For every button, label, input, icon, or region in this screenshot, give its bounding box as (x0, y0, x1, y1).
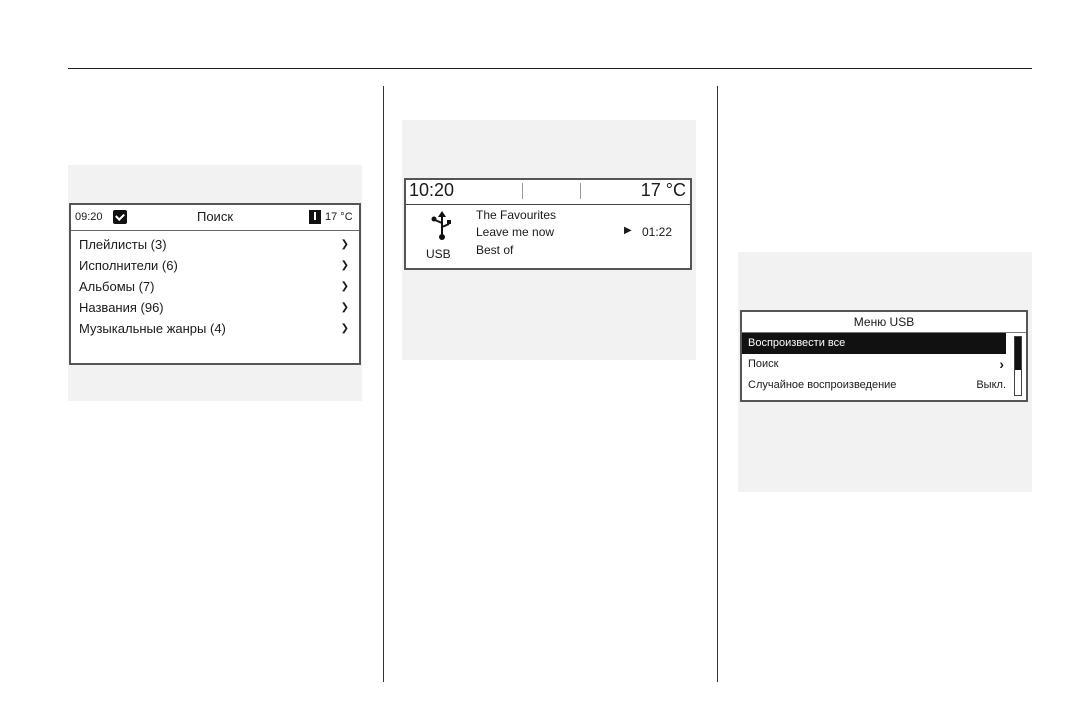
usb-menu-screen (740, 310, 1028, 402)
play-icon: ▶ (624, 225, 632, 236)
status-bar (406, 180, 690, 205)
list-item-label: Музыкальные жанры (4) (79, 321, 226, 336)
scrollbar[interactable] (1014, 336, 1022, 396)
chevron-right-icon: ❯ (340, 323, 349, 334)
header-rule (68, 68, 1032, 69)
track-artist-line: Best of (476, 243, 514, 257)
chevron-right-icon: ❯ (340, 302, 349, 313)
temperature: 17 °C (640, 180, 686, 200)
menu-item-play-all[interactable] (742, 333, 1006, 354)
source-label: USB (426, 247, 451, 261)
search-screenshot (68, 165, 362, 401)
chevron-right-icon: ❯ (340, 260, 349, 271)
scrollbar-thumb[interactable] (1015, 337, 1021, 370)
shuffle-state: Выкл. (976, 379, 1006, 391)
chevron-right-icon: ❯ (340, 281, 349, 292)
column-divider-1 (383, 86, 384, 682)
elapsed-time: 01:22 (642, 225, 673, 239)
menu-title: Меню USB (742, 312, 1026, 333)
column-divider-2 (717, 86, 718, 682)
player-screen (404, 178, 692, 270)
menu-item-label: Воспроизвести все (748, 337, 846, 349)
status-bar (71, 205, 359, 231)
now-playing (406, 205, 690, 269)
list-item-albums[interactable] (71, 276, 359, 297)
screen-title: Поиск (196, 209, 234, 224)
list-item-artists[interactable] (71, 255, 359, 276)
search-category-list (71, 231, 359, 339)
list-item-genres[interactable] (71, 318, 359, 339)
clock-time: 09:20 (75, 211, 103, 223)
list-item-titles[interactable] (71, 297, 359, 318)
menu-item-shuffle[interactable] (742, 375, 1006, 396)
player-screenshot (402, 120, 696, 360)
clock-time: 10:20 (409, 180, 455, 200)
list-item-label: Названия (96) (79, 300, 164, 315)
usb-icon (426, 211, 458, 241)
temperature: 17 °C (325, 211, 353, 223)
status-separator (522, 183, 523, 199)
usb-menu-list (742, 333, 1026, 396)
track-album-line: The Favourites (476, 208, 557, 222)
list-item-label: Плейлисты (3) (79, 237, 167, 252)
chevron-right-icon: ❯ (340, 239, 349, 250)
usb-menu-screenshot (738, 252, 1032, 492)
chevron-right-icon: › (999, 356, 1004, 372)
search-screen (69, 203, 361, 365)
thermometer-icon (309, 210, 321, 224)
menu-item-label: Поиск (748, 358, 779, 370)
menu-item-label: Случайное воспроизведение (748, 379, 897, 391)
track-title-line: Leave me now (476, 225, 555, 239)
list-item-playlists[interactable] (71, 234, 359, 255)
list-item-label: Альбомы (7) (79, 279, 155, 294)
status-separator (580, 183, 581, 199)
list-item-label: Исполнители (6) (79, 258, 178, 273)
menu-item-search[interactable] (742, 354, 1006, 375)
